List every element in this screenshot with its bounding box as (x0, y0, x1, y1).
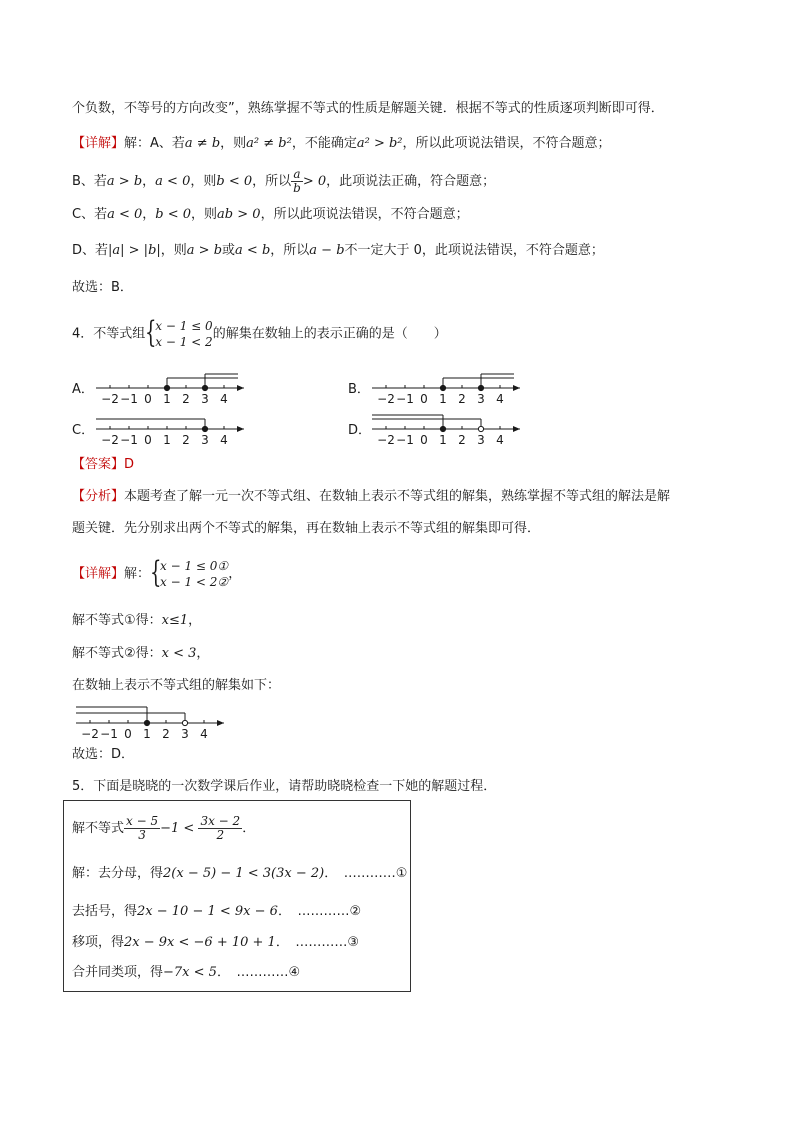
tick-label: −1 (100, 727, 118, 739)
solid-point (144, 720, 149, 725)
tick-label: 4 (220, 392, 228, 404)
solid-point (440, 426, 445, 431)
tick-label: 1 (439, 433, 447, 445)
analysis-line-2: 题关键．先分别求出两个不等式的解集，再在数轴上表示不等式组的解集即可得． (72, 521, 541, 536)
detail-line-b: B、若a > b，a < 0，则b < 0，所以 $\frac{a}{b}$ > 0，此项说法正确，符合题意； (72, 167, 496, 195)
homework-box (63, 800, 411, 992)
tick-label: −2 (101, 433, 119, 445)
tick-label: −1 (120, 433, 138, 445)
tick-label: 2 (162, 727, 170, 739)
tick-label: 0 (420, 433, 428, 445)
solution-numberline (72, 697, 232, 739)
option-d-label[interactable]: D． (348, 423, 372, 438)
detail-line-d: D、若|a| > |b|，则a > b或a < b，所以a − b不一定大于 0，此项说法错误，不符合题意； (72, 243, 604, 258)
tick-label: −1 (396, 433, 414, 445)
tick-label: 2 (458, 433, 466, 445)
solid-point (478, 385, 483, 390)
open-point (182, 720, 187, 725)
solid-point (440, 385, 445, 390)
axis-arrow (237, 426, 244, 432)
q5-title: 5．下面是晓晓的一次数学课后作业，请帮助晓晓检查一下她的解题过程． (72, 779, 497, 794)
box-line-3: 去括号，得2x − 10 − 1 < 9x − 6． …………② (72, 904, 362, 919)
option-b-label[interactable]: B． (348, 382, 370, 397)
tick-label: 0 (144, 433, 152, 445)
tick-label: 3 (181, 727, 189, 739)
q4-system: { x − 1 ≤ 0 x − 1 < 2 (145, 315, 213, 350)
tick-label: 2 (182, 433, 190, 445)
tick-label: 3 (201, 392, 209, 404)
solve-2: 解不等式②得：x < 3， (72, 646, 210, 661)
tick-label: −2 (81, 727, 99, 739)
tick-label: 3 (477, 392, 485, 404)
tick-label: 3 (201, 433, 209, 445)
box-line-5: 合并同类项，得−7x < 5． …………④ (72, 965, 301, 980)
q4-detail-system: { x − 1 ≤ 0① x − 1 < 2② (150, 555, 229, 590)
tick-label: 1 (163, 433, 171, 445)
solid-point (164, 385, 169, 390)
option-c-label[interactable]: C． (72, 423, 95, 438)
choose-b: 故选：B． (72, 280, 133, 295)
box-line-2: 解：去分母，得2(x − 5) − 1 < 3(3x − 2)． …………① (72, 866, 408, 881)
option-a-label[interactable]: A． (72, 382, 94, 397)
tick-label: −1 (396, 392, 414, 404)
solid-point (202, 385, 207, 390)
tick-label: −2 (377, 392, 395, 404)
q4-detail: 【详解】解： { x − 1 ≤ 0① x − 1 < 2② ， (72, 555, 242, 590)
tick-label: 4 (200, 727, 208, 739)
detail-line-c: C、若a < 0，b < 0，则ab > 0，所以此项说法错误，不符合题意； (72, 207, 469, 222)
fraction-a-over-b: $\frac{a}{b}$ (293, 167, 301, 195)
tick-label: −2 (377, 433, 395, 445)
tick-label: 4 (496, 392, 504, 404)
answer: 【答案】D (72, 457, 135, 472)
open-point (478, 426, 483, 431)
axis-arrow (513, 426, 520, 432)
box-line-4: 移项，得2x − 9x < −6 + 10 + 1． …………③ (72, 935, 359, 950)
q4-title: 4．不等式组 { x − 1 ≤ 0 x − 1 < 2 的解集在数轴上的表示正确的是（ ） (72, 315, 447, 350)
analysis-line-1: 【分析】本题考查了解一元一次不等式组、在数轴上表示不等式组的解集，熟练掌握不等式组的解法是解 (72, 489, 671, 504)
tick-label: 0 (420, 392, 428, 404)
tick-label: −2 (101, 392, 119, 404)
tick-label: 2 (458, 392, 466, 404)
axis-arrow (217, 720, 224, 726)
detail-line-a: 【详解】解：A、若a ≠ b，则a² ≠ b²，不能确定a² > b²，所以此项说法错误，不符合题意； (72, 136, 611, 151)
tick-label: −1 (120, 392, 138, 404)
tick-label: 2 (182, 392, 190, 404)
tick-label: 3 (477, 433, 485, 445)
option-a-numberline (92, 362, 252, 404)
axis-arrow (237, 385, 244, 391)
box-line-1: 解不等式 $\frac{x - 5}{3}$ −1 < $\frac{3x - 2}{2}$ ． (72, 814, 256, 842)
option-b-numberline (368, 362, 528, 404)
intro-line: 个负数，不等号的方向改变”，熟练掌握不等式的性质是解题关键．根据不等式的性质逐项判断即可得． (72, 101, 664, 116)
solid-point (202, 426, 207, 431)
tick-label: 1 (143, 727, 151, 739)
solve-1: 解不等式①得：x≤1， (72, 613, 202, 628)
tick-label: 4 (496, 433, 504, 445)
option-c-numberline (92, 403, 252, 445)
choose-d: 故选：D． (72, 747, 135, 762)
solve-3: 在数轴上表示不等式组的解集如下： (72, 678, 281, 693)
tick-label: 4 (220, 433, 228, 445)
tick-label: 1 (439, 392, 447, 404)
tick-label: 1 (163, 392, 171, 404)
tick-label: 0 (124, 727, 132, 739)
option-d-numberline (368, 403, 528, 445)
tick-label: 0 (144, 392, 152, 404)
axis-arrow (513, 385, 520, 391)
